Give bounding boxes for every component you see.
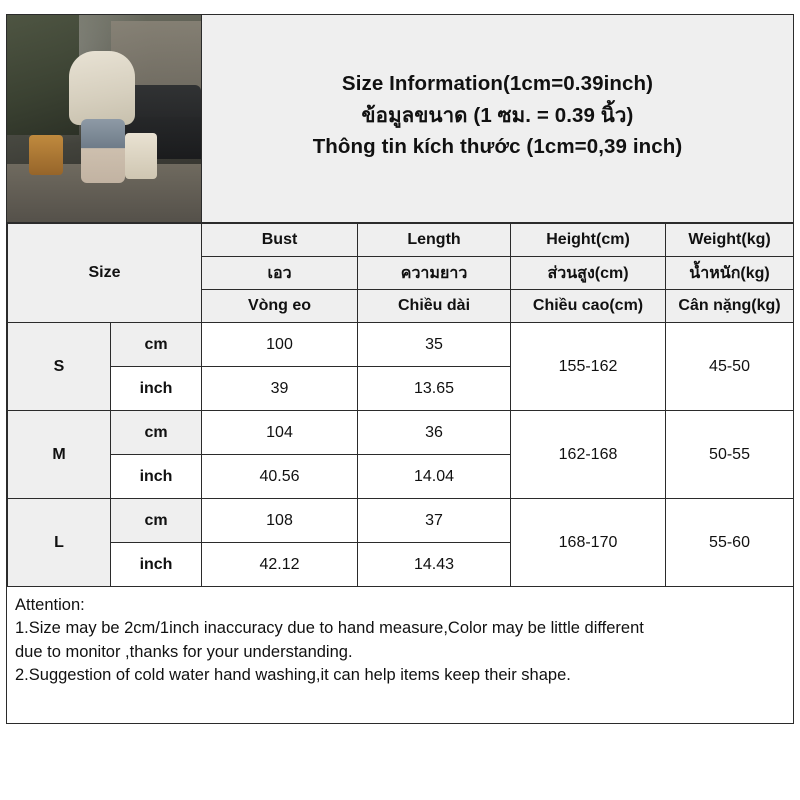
row-bust-inch-m: 40.56: [202, 455, 358, 499]
table-row: [8, 323, 794, 367]
row-unit-inch-s: inch: [111, 367, 202, 411]
table-row: [8, 411, 794, 455]
col-header-weight-en: Weight(kg): [666, 224, 794, 257]
col-header-weight-vi: Cân nặng(kg): [666, 290, 794, 323]
attention-line-1: 1.Size may be 2cm/1inch inaccuracy due to hand measure,Color may be little different: [15, 619, 644, 638]
row-bust-inch-l: 42.12: [202, 543, 358, 587]
photo-model-bottom: [81, 119, 125, 183]
row-unit-inch-l: inch: [111, 543, 202, 587]
row-size-label-l: L: [8, 499, 111, 587]
row-bust-inch-s: 39: [202, 367, 358, 411]
photo-bag-right: [125, 133, 157, 179]
title-line-en: Size Information(1cm=0.39inch): [341, 72, 654, 96]
row-bust-cm-l: 108: [202, 499, 358, 543]
product-photo: [7, 15, 202, 222]
col-header-weight-th: น้ำหนัก(kg): [666, 257, 794, 290]
row-weight-m: 50-55: [666, 411, 794, 499]
col-header-bust-th: เอว: [202, 257, 358, 290]
row-length-cm-m: 36: [358, 411, 511, 455]
photo-image: [7, 15, 201, 222]
table-header-row-en: [8, 224, 794, 257]
row-weight-l: 55-60: [666, 499, 794, 587]
row-length-cm-s: 35: [358, 323, 511, 367]
table-row: [8, 499, 794, 543]
col-header-length-vi: Chiều dài: [358, 290, 511, 323]
title-block: [202, 15, 793, 222]
row-length-inch-m: 14.04: [358, 455, 511, 499]
row-bust-cm-s: 100: [202, 323, 358, 367]
col-header-height-th: ส่วนสูง(cm): [511, 257, 666, 290]
col-header-length-th: ความยาว: [358, 257, 511, 290]
attention-title: Attention:: [15, 596, 85, 614]
title-line-vi: Thông tin kích thước (1cm=0,39 inch): [312, 135, 683, 159]
row-size-label-m: M: [8, 411, 111, 499]
row-unit-inch-m: inch: [111, 455, 202, 499]
title-line-th: ข้อมูลขนาด (1 ซม. = 0.39 นิ้ว): [361, 103, 634, 127]
row-weight-s: 45-50: [666, 323, 794, 411]
row-unit-cm-l: cm: [111, 499, 202, 543]
col-header-bust-vi: Vòng eo: [202, 290, 358, 323]
col-header-height-en: Height(cm): [511, 224, 666, 257]
col-header-height-vi: Chiều cao(cm): [511, 290, 666, 323]
row-bust-cm-m: 104: [202, 411, 358, 455]
header: [7, 15, 793, 223]
row-height-l: 168-170: [511, 499, 666, 587]
row-height-m: 162-168: [511, 411, 666, 499]
col-header-bust-en: Bust: [202, 224, 358, 257]
attention-line-2: due to monitor ,thanks for your understanding.: [15, 642, 353, 661]
row-height-s: 155-162: [511, 323, 666, 411]
size-table: [7, 223, 794, 587]
row-size-label-s: S: [8, 323, 111, 411]
row-length-cm-l: 37: [358, 499, 511, 543]
row-length-inch-l: 14.43: [358, 543, 511, 587]
row-unit-cm-s: cm: [111, 323, 202, 367]
size-word-cell: Size: [8, 224, 202, 323]
row-unit-cm-m: cm: [111, 411, 202, 455]
size-chart-sheet: [6, 14, 794, 724]
col-header-length-en: Length: [358, 224, 511, 257]
photo-bag-left: [29, 135, 63, 175]
photo-model-top: [69, 51, 135, 125]
row-length-inch-s: 13.65: [358, 367, 511, 411]
attention-line-3: 2.Suggestion of cold water hand washing,it can help items keep their shape.: [15, 666, 571, 685]
attention-block: [7, 587, 793, 696]
